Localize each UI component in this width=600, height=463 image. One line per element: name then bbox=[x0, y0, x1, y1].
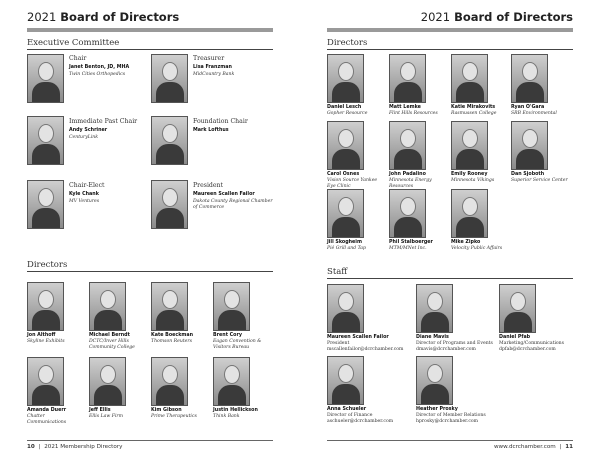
director-org: Ellis Law Firm bbox=[89, 414, 123, 419]
role-label: Treasurer bbox=[193, 55, 225, 62]
page-title: 2021 Board of Directors bbox=[27, 10, 180, 24]
director-name: Kate Boeckman bbox=[151, 333, 194, 338]
staff-email: aschueler@dcrchamber.com bbox=[327, 419, 394, 424]
role-label: Chair-Elect bbox=[69, 182, 105, 189]
member-name: Andy Schriner bbox=[69, 128, 108, 133]
portrait-photo bbox=[451, 54, 488, 103]
portrait-photo bbox=[89, 357, 126, 406]
portrait-photo bbox=[327, 121, 364, 170]
portrait-photo bbox=[511, 54, 548, 103]
portrait-photo bbox=[27, 282, 64, 331]
page-number: 10 bbox=[27, 444, 35, 450]
director-org: Minnesota Energy Resources bbox=[389, 178, 432, 189]
director-name: Justin Hellickson bbox=[213, 408, 258, 413]
portrait-photo bbox=[416, 356, 453, 405]
director-org: Think Bank bbox=[213, 414, 240, 419]
member-org: CenturyLink bbox=[69, 135, 99, 140]
directors-heading: Directors bbox=[27, 260, 68, 270]
role-label: Foundation Chair bbox=[193, 118, 248, 125]
portrait-photo bbox=[213, 357, 250, 406]
role-label: Immediate Past Chair bbox=[69, 118, 138, 125]
footer-rule bbox=[327, 440, 573, 441]
executive-committee-heading: Executive Committee bbox=[27, 38, 120, 48]
staff-email: mscallenfailor@dcrchamber.com bbox=[327, 347, 404, 352]
footer: 10 | 2021 Membership Directory bbox=[27, 444, 123, 450]
member-name: Maureen Scallen Failor bbox=[193, 192, 255, 197]
portrait-photo bbox=[27, 116, 64, 165]
footer-rule bbox=[27, 440, 273, 441]
staff-title: Marketing/Communications bbox=[499, 341, 564, 346]
director-org: Flint Hills Resources bbox=[389, 111, 438, 116]
role-label: President bbox=[193, 182, 224, 189]
member-name: Janet Benton, JD, MHA bbox=[69, 65, 130, 70]
staff-name: Maureen Scallen Failor bbox=[327, 335, 389, 340]
member-org: Twin Cities Orthopedics bbox=[69, 72, 126, 77]
portrait-photo bbox=[327, 189, 364, 238]
director-org: Superior Service Center bbox=[511, 178, 568, 183]
member-name: Mark Lofthus bbox=[193, 128, 229, 133]
director-org: Minnesota Vikings bbox=[451, 178, 495, 183]
portrait-photo bbox=[151, 54, 188, 103]
director-org: Vision Source Yankee Eye Clinic bbox=[327, 178, 378, 189]
section-rule bbox=[27, 49, 273, 50]
director-org: MTM/MNet Inc. bbox=[389, 246, 427, 251]
staff-heading: Staff bbox=[327, 267, 348, 277]
title-bar bbox=[327, 28, 573, 32]
director-name: Mike Zipko bbox=[451, 240, 481, 245]
staff-email: hprosky@dcrchamber.com bbox=[416, 419, 479, 424]
director-name: Matt Lemke bbox=[389, 105, 421, 110]
staff-name: Heather Prosky bbox=[416, 407, 458, 412]
director-org: Skyline Exhibits bbox=[27, 339, 65, 344]
director-name: Michael Berndt bbox=[89, 333, 130, 338]
director-org: DCTC/Inver Hills Community College bbox=[89, 339, 135, 350]
portrait-photo bbox=[327, 54, 364, 103]
director-name: Carol Osnes bbox=[327, 172, 360, 177]
right-page bbox=[300, 0, 600, 463]
staff-title: President bbox=[327, 341, 350, 346]
portrait-photo bbox=[151, 357, 188, 406]
member-name: Kyle Chank bbox=[69, 192, 99, 197]
member-name: Lisa Franzman bbox=[193, 65, 232, 70]
director-name: Kim Gibson bbox=[151, 408, 182, 413]
portrait-photo bbox=[89, 282, 126, 331]
portrait-photo bbox=[451, 189, 488, 238]
portrait-photo bbox=[27, 357, 64, 406]
director-name: Dan Sjoboth bbox=[511, 172, 545, 177]
director-name: Brent Cory bbox=[213, 333, 242, 338]
director-org: Eagan Convention & Visitors Bureau bbox=[213, 339, 262, 350]
role-label: Chair bbox=[69, 55, 87, 62]
director-name: Jon Althoff bbox=[27, 333, 56, 338]
director-name: Daniel Lesch bbox=[327, 105, 362, 110]
member-org: Dakota County Regional Chamber of Commerce bbox=[193, 199, 273, 210]
director-name: Emily Rooney bbox=[451, 172, 488, 177]
portrait-photo bbox=[499, 284, 536, 333]
portrait-photo bbox=[27, 180, 64, 229]
portrait-photo bbox=[151, 282, 188, 331]
director-name: John Padalino bbox=[389, 172, 426, 177]
footer-text: 2021 Membership Directory bbox=[44, 444, 123, 450]
director-org: Chatter Communications bbox=[27, 414, 67, 425]
portrait-photo bbox=[27, 54, 64, 103]
portrait-photo bbox=[511, 121, 548, 170]
director-name: Ryan O'Gara bbox=[511, 105, 545, 110]
director-org: Velocity Public Affairs bbox=[451, 246, 503, 251]
director-org: SRB Environmental bbox=[511, 111, 557, 116]
portrait-photo bbox=[389, 121, 426, 170]
member-org: MV Ventures bbox=[69, 199, 100, 204]
portrait-photo bbox=[389, 54, 426, 103]
staff-email: dpfab@dcrchamber.com bbox=[499, 347, 556, 352]
section-rule bbox=[327, 278, 573, 279]
portrait-photo bbox=[451, 121, 488, 170]
director-org: Pié Grill and Tap bbox=[327, 246, 366, 251]
staff-title: Director of Programs and Events bbox=[416, 341, 493, 346]
staff-name: Daniel Pfab bbox=[499, 335, 531, 340]
staff-email: dmavis@dcrchamber.com bbox=[416, 347, 476, 352]
footer: www.dcrchamber.com | 11 bbox=[493, 444, 573, 450]
director-name: Jeff Ellis bbox=[89, 408, 111, 413]
staff-title: Director of Finance bbox=[327, 413, 373, 418]
director-org: Gopher Resource bbox=[327, 111, 368, 116]
portrait-photo bbox=[327, 356, 364, 405]
director-org: Prime Therapeutics bbox=[151, 414, 197, 419]
director-org: Rasmussen College bbox=[451, 111, 497, 116]
portrait-photo bbox=[213, 282, 250, 331]
director-name: Jill Skogheim bbox=[327, 240, 362, 245]
portrait-photo bbox=[327, 284, 364, 333]
title-bar bbox=[27, 28, 273, 32]
director-org: Thomson Reuters bbox=[151, 339, 192, 344]
director-name: Phil Stalboerger bbox=[389, 240, 433, 245]
director-name: Katie Mirakovits bbox=[451, 105, 496, 110]
footer-url: www.dcrchamber.com bbox=[493, 444, 556, 450]
portrait-photo bbox=[151, 116, 188, 165]
portrait-photo bbox=[151, 180, 188, 229]
member-org: MidCountry Bank bbox=[193, 72, 235, 77]
page-number: 11 bbox=[565, 444, 573, 450]
section-rule bbox=[327, 49, 573, 50]
staff-name: Anna Schueler bbox=[327, 407, 367, 412]
staff-name: Diane Mavis bbox=[416, 335, 449, 340]
director-name: Amanda Duerr bbox=[27, 408, 67, 413]
section-rule bbox=[27, 271, 273, 272]
portrait-photo bbox=[389, 189, 426, 238]
directors-heading: Directors bbox=[327, 38, 368, 48]
portrait-photo bbox=[416, 284, 453, 333]
page-title: 2021 Board of Directors bbox=[420, 10, 573, 24]
staff-title: Director of Member Relations bbox=[416, 413, 486, 418]
